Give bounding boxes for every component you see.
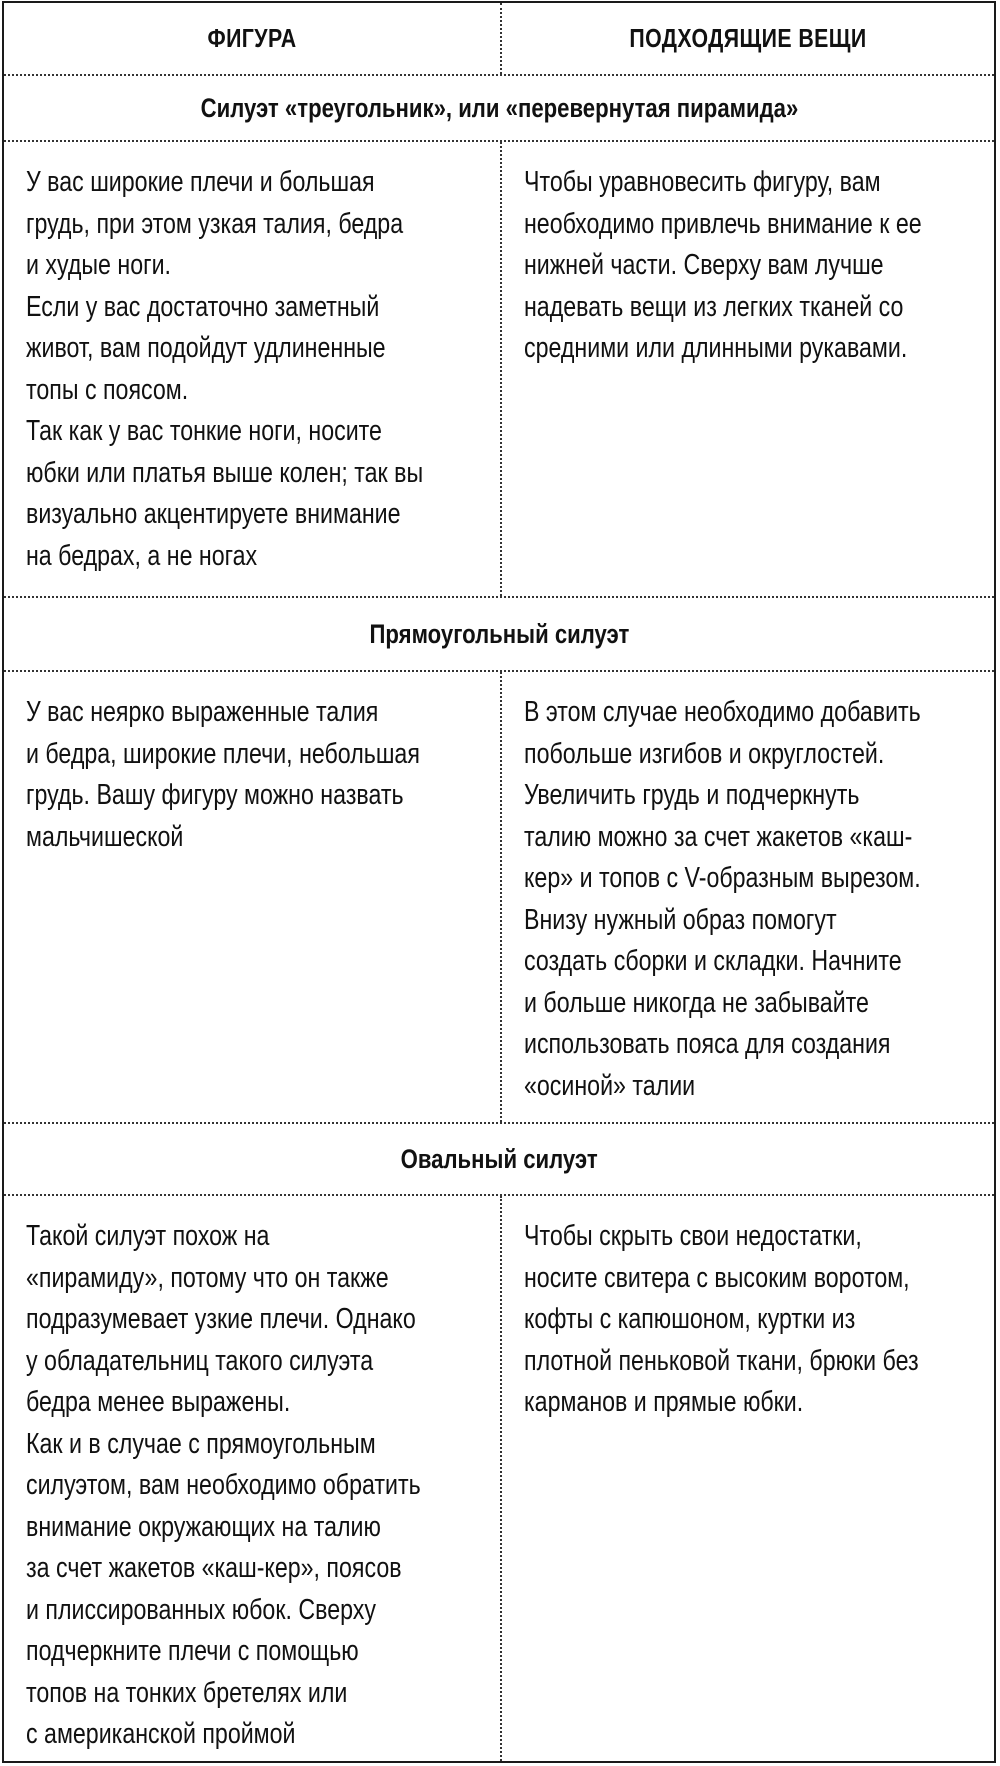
- figure-text-line: и худые ноги.: [26, 249, 171, 281]
- figure-text-line: внимание окружающих на талию: [26, 1510, 381, 1543]
- figure-text-line: визуально акцентируете внимание: [26, 498, 401, 530]
- suitable-items-cell: [502, 672, 994, 1122]
- figure-description-cell: [4, 1196, 502, 1761]
- figure-description-cell: [4, 142, 502, 596]
- section-title-triangle: [4, 76, 994, 142]
- items-text-line: носите свитера с высоким воротом,: [524, 1261, 910, 1294]
- items-text-line: Увеличить грудь и подчеркнуть: [524, 779, 860, 811]
- figure-text-line: силуэтом, вам необходимо обратить: [26, 1469, 421, 1501]
- items-text-line: и больше никогда не забывайте: [524, 986, 869, 1019]
- figure-text-line: Так как у вас тонкие ноги, носите: [26, 415, 382, 447]
- figure-text-line: подчеркните плечи с помощью: [26, 1635, 359, 1667]
- figure-description-cell: [4, 672, 502, 1122]
- items-text-line: средними или длинными рукавами.: [524, 332, 908, 364]
- figure-text-line: Такой силуэт похож на: [26, 1220, 270, 1252]
- header-cell-figure: [4, 3, 502, 74]
- figure-clothing-table: [2, 1, 996, 1763]
- figure-text-line: на бедрах, а не ногах: [26, 539, 258, 572]
- items-text-line: Внизу нужный образ помогут: [524, 903, 837, 936]
- figure-text-line: юбки или платья выше колен; так вы: [26, 456, 424, 489]
- section-title-text: Прямоугольный силуэт: [369, 618, 629, 649]
- figure-text-line: подразумевает узкие плечи. Однако: [26, 1303, 416, 1335]
- items-text-line: надевать вещи из легких тканей со: [524, 290, 904, 323]
- items-text-line: Чтобы скрыть свои недостатки,: [524, 1220, 862, 1252]
- header-items-label: ПОДХОДЯЩИЕ ВЕЩИ: [629, 23, 867, 53]
- section-title-rectangle: [4, 598, 994, 672]
- header-figure-label: ФИГУРА: [207, 23, 297, 53]
- section-body-oval: [4, 1196, 994, 1761]
- figure-text-line: Если у вас достаточно заметный: [26, 290, 380, 323]
- figure-text-line: и бедра, широкие плечи, небольшая: [26, 737, 420, 770]
- section-title-oval: [4, 1124, 994, 1196]
- figure-text-line: Как и в случае с прямоугольным: [26, 1427, 376, 1460]
- table-header-row: [4, 3, 994, 76]
- items-text-line: побольше изгибов и округлостей.: [524, 737, 885, 770]
- figure-text-line: живот, вам подойдут удлиненные: [26, 332, 386, 364]
- figure-text-line: бедра менее выражены.: [26, 1386, 291, 1418]
- items-text-line: карманов и прямые юбки.: [524, 1386, 804, 1418]
- items-text-line: кофты с капюшоном, куртки из: [524, 1303, 856, 1335]
- suitable-items-cell: [502, 142, 994, 596]
- items-text-line: нижней части. Сверху вам лучше: [524, 249, 884, 281]
- items-text-line: кер» и топов с V-образным вырезом.: [524, 862, 921, 894]
- section-title-text: Овальный силуэт: [400, 1143, 598, 1174]
- figure-text-line: у обладательниц такого силуэта: [26, 1344, 374, 1377]
- figure-text-line: топов на тонких бретелях или: [26, 1676, 348, 1709]
- figure-text-line: за счет жакетов «каш-кер», поясов: [26, 1552, 402, 1584]
- items-text-line: использовать пояса для создания: [524, 1028, 891, 1060]
- figure-text-line: топы с поясом.: [26, 373, 189, 406]
- items-text-line: В этом случае необходимо добавить: [524, 696, 921, 728]
- items-text-line: необходимо привлечь внимание к ее: [524, 207, 922, 240]
- section-body-triangle: [4, 142, 994, 598]
- items-text-line: плотной пеньковой ткани, брюки без: [524, 1344, 919, 1377]
- items-text-line: Чтобы уравновесить фигуру, вам: [524, 166, 881, 198]
- figure-text-line: с американской проймой: [26, 1718, 296, 1750]
- figure-text-line: и плиссированных юбок. Сверху: [26, 1593, 376, 1626]
- items-text-line: создать сборки и складки. Начните: [524, 945, 902, 977]
- items-text-line: «осиной» талии: [524, 1069, 696, 1102]
- section-title-text: Силуэт «треугольник», или «перевернутая пирамида»: [200, 92, 798, 123]
- items-text-line: талию можно за счет жакетов «каш-: [524, 820, 913, 853]
- suitable-items-cell: [502, 1196, 994, 1761]
- figure-text-line: грудь. Вашу фигуру можно назвать: [26, 779, 404, 811]
- figure-text-line: «пирамиду», потому что он также: [26, 1261, 389, 1294]
- header-cell-items: [502, 3, 994, 74]
- figure-text-line: У вас неярко выраженные талия: [26, 696, 379, 728]
- figure-text-line: грудь, при этом узкая талия, бедра: [26, 207, 404, 240]
- section-body-rectangle: [4, 672, 994, 1124]
- figure-text-line: У вас широкие плечи и большая: [26, 166, 375, 198]
- figure-text-line: мальчишеской: [26, 820, 184, 853]
